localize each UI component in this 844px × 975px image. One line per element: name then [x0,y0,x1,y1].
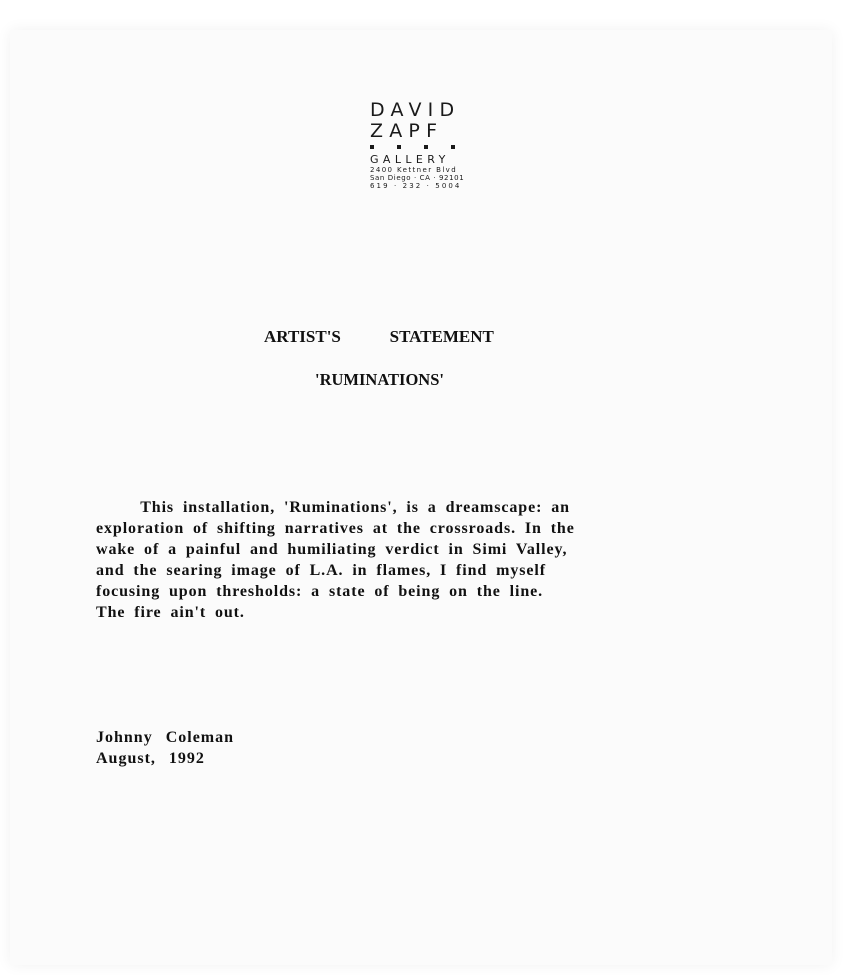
letterhead-dot [451,145,455,149]
gallery-letterhead [370,100,480,190]
letterhead-dots [370,143,480,151]
statement-body [96,497,696,623]
signature-date: August, 1992 [96,750,205,767]
letterhead-dot [397,145,401,149]
statement-line: wake of a painful and humiliating verdict in Simi Valley, [96,541,568,558]
letterhead-dot [370,145,374,149]
statement-line: and the searing image of L.A. in flames, I find myself [96,562,546,579]
letterhead-gallery-label: GALLERY [370,153,450,166]
letterhead-dot [424,145,428,149]
statement-line: exploration of shifting narratives at the crossroads. In the [96,520,575,537]
signature-block [96,727,234,769]
letterhead-address-street: 2400 Kettner Blvd [370,166,458,174]
letterhead-name-line-2: ZAPF [370,120,444,142]
document-title: ARTIST'S STATEMENT [264,327,494,346]
letterhead-phone: 619 · 232 · 5004 [370,182,462,190]
statement-line: The fire ain't out. [96,604,245,621]
letterhead-name-line-1: DAVID [370,99,461,121]
document-subtitle: 'RUMINATIONS' [315,370,444,389]
statement-line: This installation, 'Ruminations', is a dreamscape: an [96,499,570,516]
document-page [10,30,832,965]
statement-line: focusing upon thresholds: a state of being on the line. [96,583,544,600]
letterhead-address-city: San Diego · CA · 92101 [370,174,465,182]
signature-name: Johnny Coleman [96,729,235,746]
